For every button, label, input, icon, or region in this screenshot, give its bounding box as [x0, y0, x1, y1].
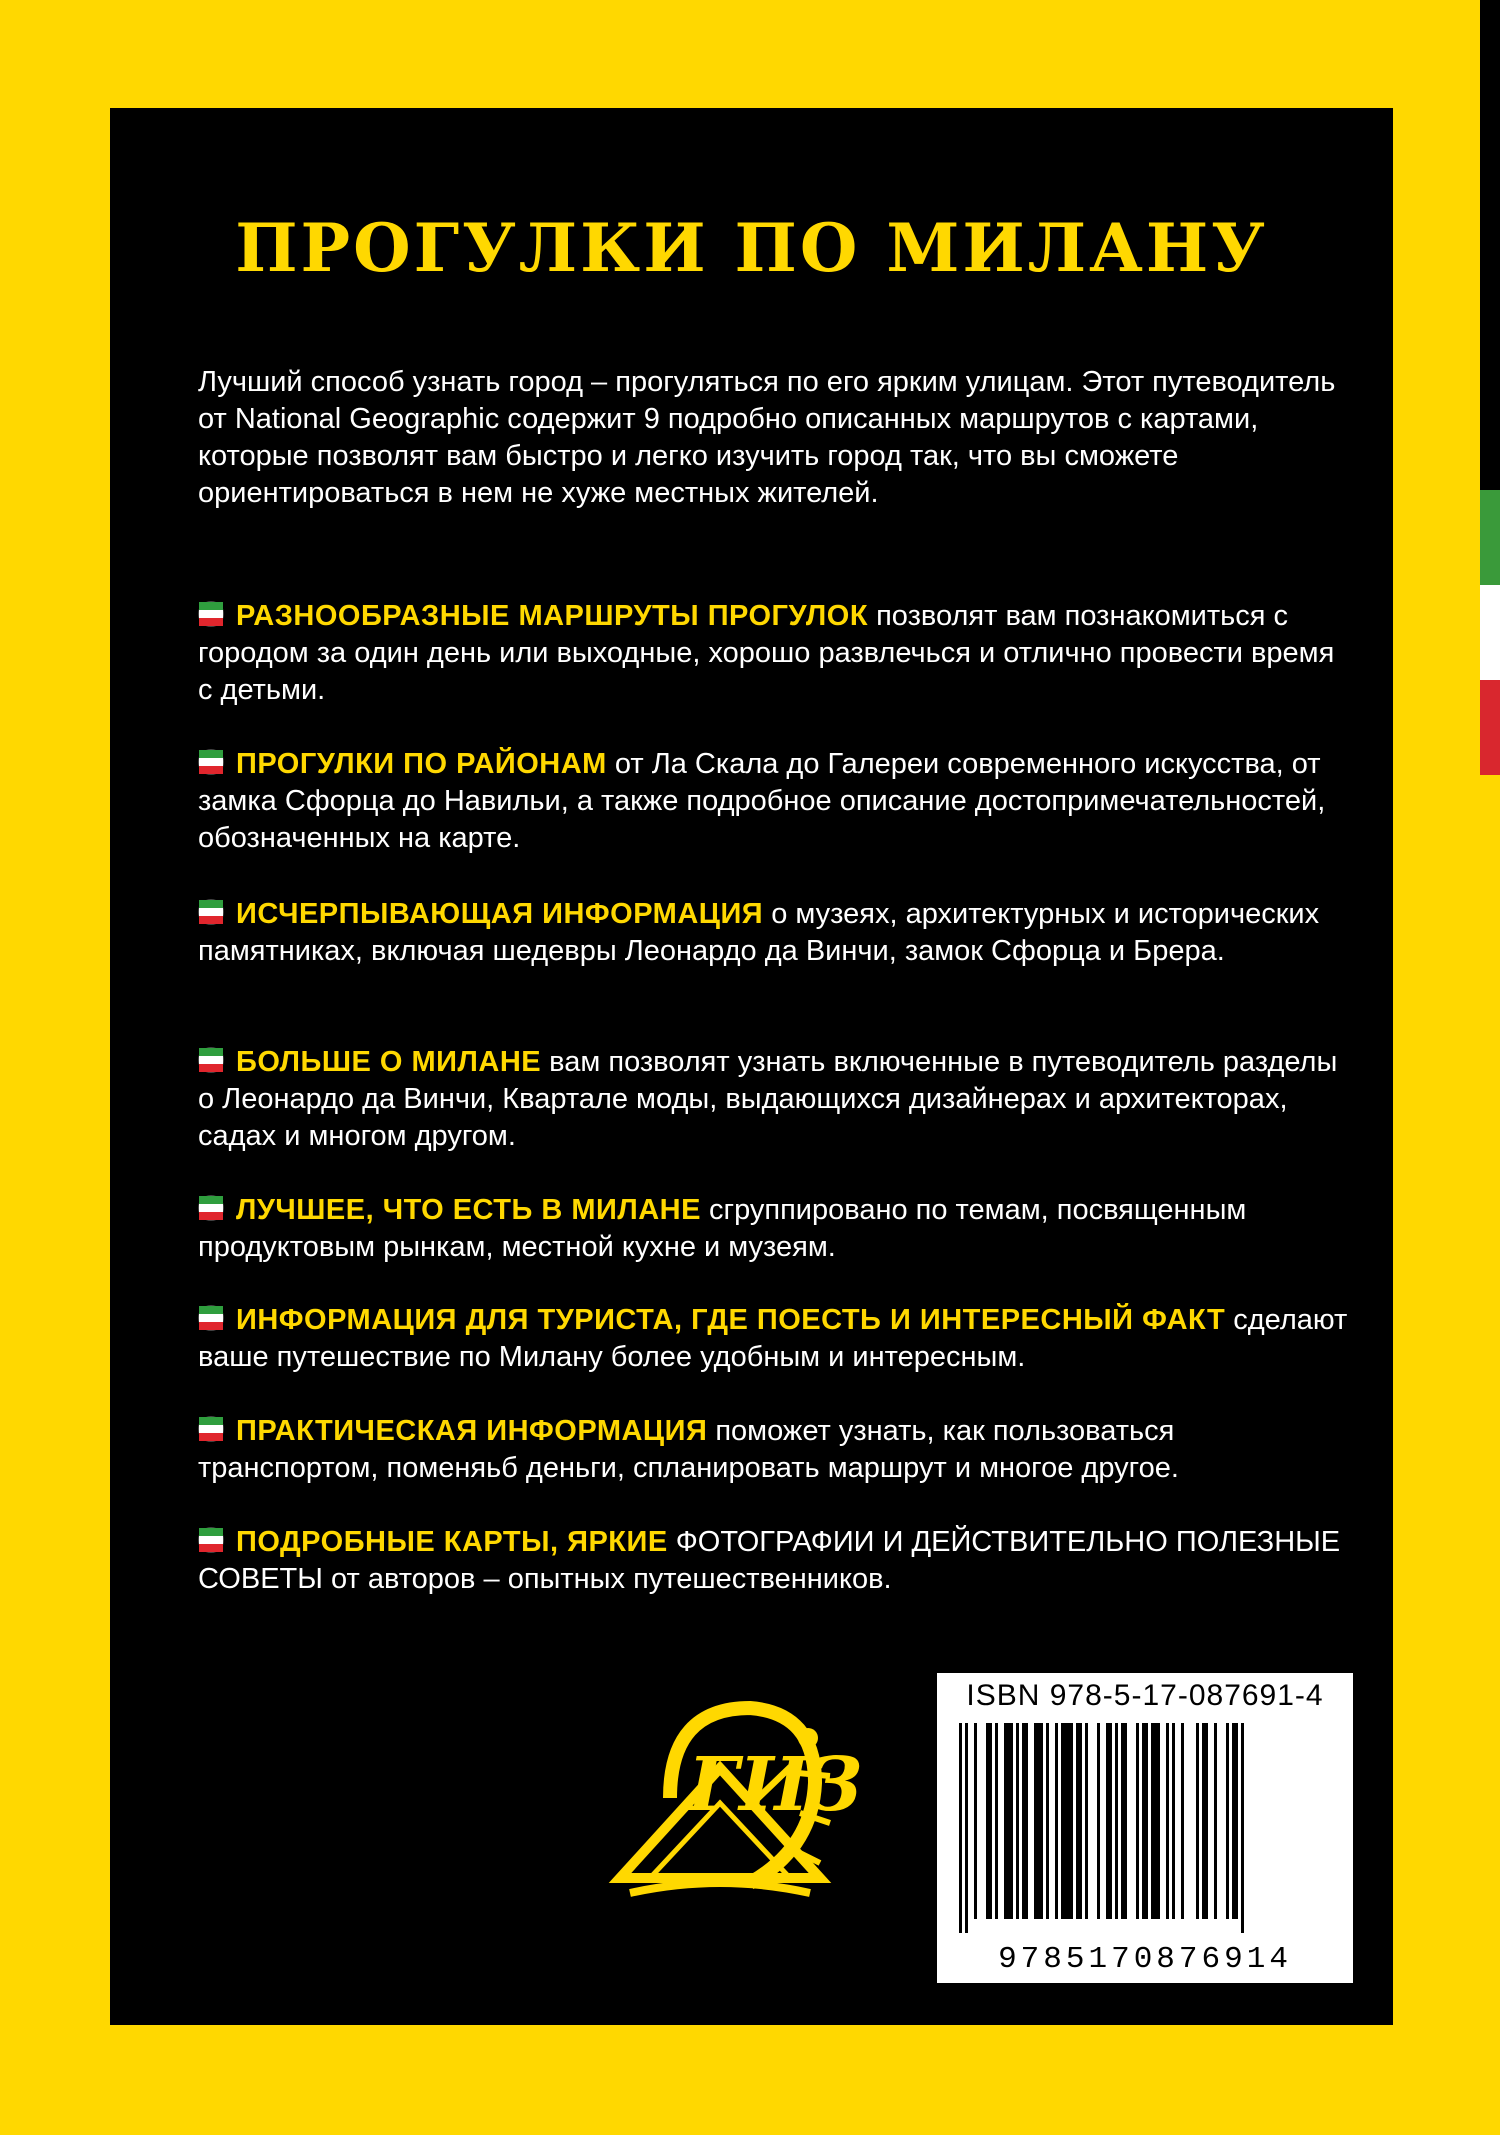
edge-stripe-white [1480, 585, 1500, 680]
feature-text: сгруппировано по темам, посвященным продуктовым рынкам, местной кухне и музеям. [198, 1194, 1247, 1263]
italian-flag-dot-icon [198, 1527, 224, 1553]
intro-paragraph: Лучший способ узнать город – прогуляться по его ярким улицам. Этот путеводитель от National Geographic содержит 9 подробно описанных маршрутов с картами, которые позволят вам быстро и легко изучить город так, что вы сможете ориентироваться в нем не хуже местных жителей. [198, 366, 1336, 509]
italian-flag-dot-icon [198, 1305, 224, 1331]
logo-text: ГИЗ [688, 1742, 863, 1828]
feature-item [198, 598, 1348, 709]
italian-flag-dot-icon [198, 749, 224, 775]
edge-stripe-black [1480, 0, 1500, 490]
feature-text: ФОТОГРАФИИ И ДЕЙСТВИТЕЛЬНО ПОЛЕЗНЫЕ СОВЕТЫ от авторов – опытных путешественников. [198, 1526, 1341, 1595]
edge-stripe-red [1480, 680, 1500, 775]
italian-flag-dot-icon [198, 899, 224, 925]
feature-heading: БОЛЬШЕ О МИЛАНЕ [236, 1046, 542, 1078]
feature-heading: ЛУЧШЕЕ, ЧТО ЕСТЬ В МИЛАНЕ [236, 1194, 701, 1226]
feature-heading: ПРОГУЛКИ ПО РАЙОНАМ [236, 748, 607, 780]
feature-heading: ПРАКТИЧЕСКАЯ ИНФОРМАЦИЯ [236, 1415, 708, 1447]
feature-item [198, 1044, 1348, 1155]
feature-text: поможет узнать, как пользоваться транспортом, поменяьб деньги, спланировать маршрут и многое другое. [198, 1415, 1179, 1484]
italian-flag-dot-icon [198, 1416, 224, 1442]
feature-item [198, 1192, 1348, 1266]
barcode-digits: 9785170876914 [998, 1942, 1292, 1977]
feature-heading: РАЗНООБРАЗНЫЕ МАРШРУТЫ ПРОГУЛОК [236, 600, 869, 632]
italian-flag-dot-icon [198, 1195, 224, 1221]
feature-text: вам позволят узнать включенные в путеводитель разделы о Леонардо да Винчи, Квартале моды, выдающихся дизайнерах и архитекторах, садах и многом другом. [198, 1046, 1338, 1152]
feature-item [198, 1413, 1348, 1487]
feature-item [198, 896, 1348, 970]
feature-heading: ПОДРОБНЫЕ КАРТЫ, ЯРКИЕ [236, 1526, 668, 1558]
page-title: ПРОГУЛКИ ПО МИЛАНУ [235, 209, 1268, 287]
italian-flag-dot-icon [198, 1047, 224, 1073]
feature-text: от Ла Скала до Галереи современного искусства, от замка Сфорца до Навильи, а также подробное описание достопримечательностей, обозначенных на карте. [198, 748, 1326, 854]
feature-item [198, 1302, 1348, 1376]
feature-text: сделают ваше путешествие по Милану более удобным и интересным. [198, 1304, 1348, 1373]
barcode-icon [959, 1723, 1331, 1933]
edge-stripe-green [1480, 490, 1500, 585]
cover-panel [110, 108, 1393, 2025]
feature-text: позволят вам познакомиться с городом за один день или выходные, хорошо развлечься и отлично провести время с детьми. [198, 600, 1335, 706]
feature-item [198, 746, 1348, 857]
feature-heading: ИНФОРМАЦИЯ ДЛЯ ТУРИСТА, ГДЕ ПОЕСТЬ И ИНТЕРЕСНЫЙ ФАКТ [236, 1304, 1226, 1336]
feature-heading: ИСЧЕРПЫВАЮЩАЯ ИНФОРМАЦИЯ [236, 898, 764, 930]
barcode-box [937, 1673, 1353, 1983]
isbn-label: ISBN 978-5-17-087691-4 [966, 1679, 1324, 1712]
publisher-logo [600, 1678, 863, 1908]
feature-item [198, 1524, 1348, 1598]
italian-flag-dot-icon [198, 601, 224, 627]
feature-text: о музеях, архитектурных и исторических памятниках, включая шедевры Леонардо да Винчи, замок Сфорца и Брера. [198, 898, 1320, 967]
